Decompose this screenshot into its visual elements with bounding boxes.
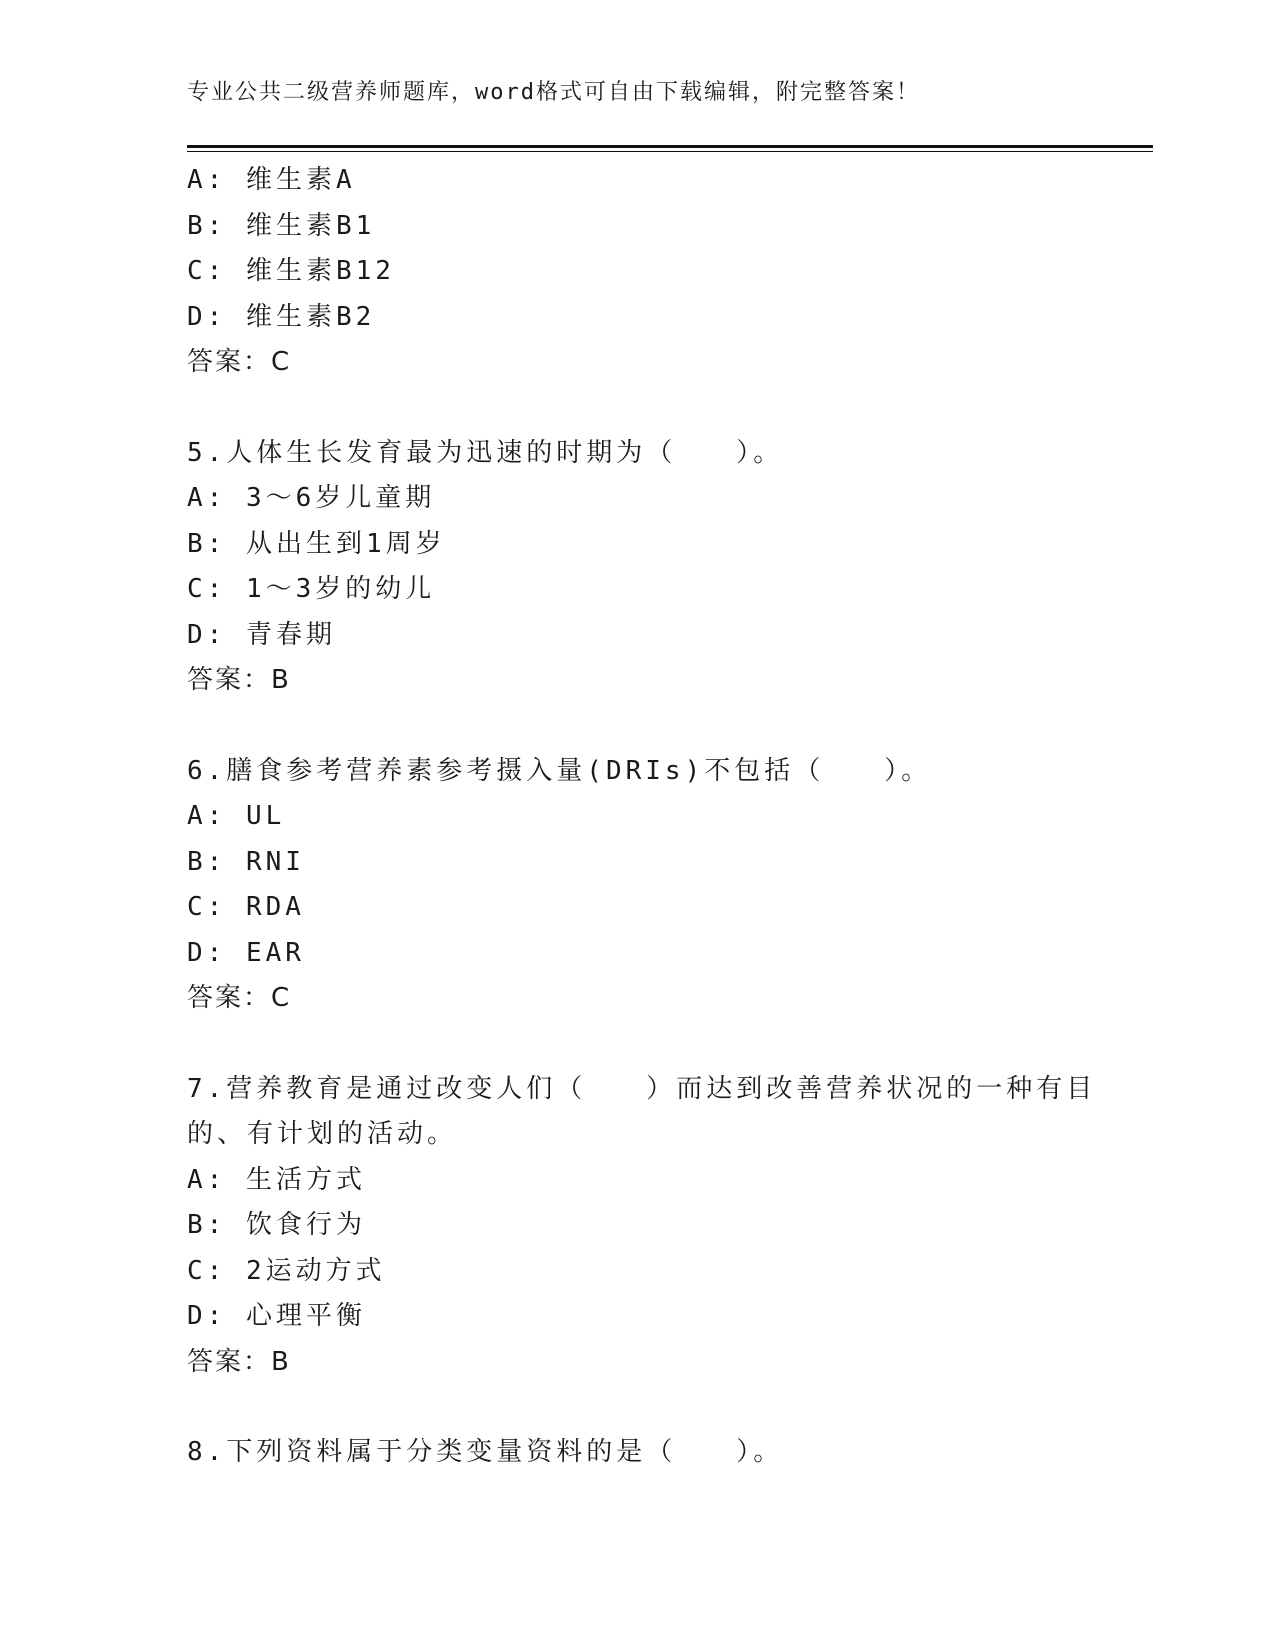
q6-stem: 6.膳食参考营养素参考摄入量(DRIs)不包括（ ）。	[187, 755, 932, 786]
q4-option-a: A: 维生素A	[187, 165, 356, 195]
q6-answer: 答案：C	[187, 983, 292, 1013]
question-content	[187, 158, 1097, 1476]
question-6-block	[187, 749, 1087, 1022]
spacer	[187, 1385, 1087, 1430]
q6-option-a: A: UL	[187, 801, 286, 831]
q5-option-d: D: 青春期	[187, 619, 336, 650]
q5-option-a: A: 3～6岁儿童期	[187, 483, 436, 513]
question-8-block	[187, 1430, 1087, 1476]
header-rule-thick	[187, 145, 1153, 148]
header-rule-thin	[187, 151, 1153, 152]
question-5-block	[187, 431, 1087, 704]
q4-answer: 答案：C	[187, 347, 292, 377]
spacer	[187, 386, 1087, 431]
q4-option-d: D: 维生素B2	[187, 301, 376, 332]
q5-stem: 5.人体生长发育最为迅速的时期为（ ）。	[187, 437, 784, 468]
q7-option-b: B: 饮食行为	[187, 1210, 366, 1240]
q7-stem-line-2: 的、有计划的活动。	[187, 1119, 458, 1149]
q8-stem: 8.下列资料属于分类变量资料的是（ ）。	[187, 1437, 784, 1467]
q5-option-c: C: 1～3岁的幼儿	[187, 574, 436, 604]
q5-option-b: B: 从出生到1周岁	[187, 528, 446, 559]
q4-option-c: C: 维生素B12	[187, 256, 395, 286]
q6-option-b: B: RNI	[187, 846, 305, 877]
q7-option-c: C: 2运动方式	[187, 1255, 386, 1286]
q4-option-b: B: 维生素B1	[187, 210, 376, 241]
spacer	[187, 1022, 1087, 1067]
q7-answer: 答案：B	[187, 1346, 291, 1377]
question-4-block	[187, 158, 1087, 386]
spacer	[187, 704, 1087, 749]
q6-option-d: D: EAR	[187, 937, 305, 968]
q7-stem-line-1: 7.营养教育是通过改变人们（ ）而达到改善营养状况的一种有目	[187, 1073, 1097, 1104]
page-header: 专业公共二级营养师题库，word格式可自由下载编辑，附完整答案！	[187, 80, 920, 105]
q6-option-c: C: RDA	[187, 892, 305, 922]
question-7-block	[187, 1067, 1097, 1386]
q7-option-a: A: 生活方式	[187, 1164, 366, 1195]
q7-option-d: D: 心理平衡	[187, 1301, 366, 1331]
q5-answer: 答案：B	[187, 665, 291, 695]
